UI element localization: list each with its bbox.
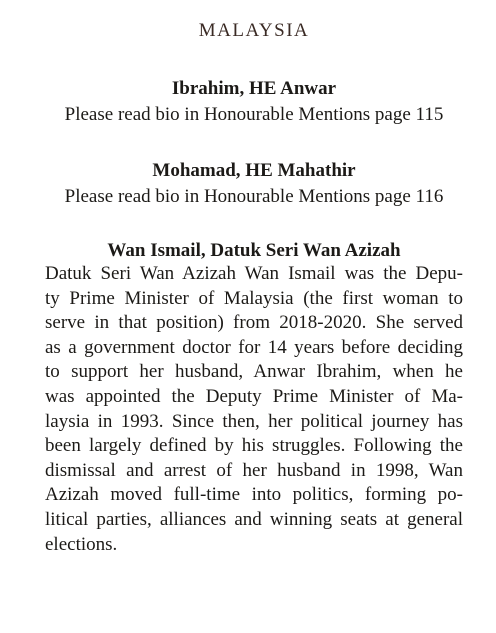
bio-line: Datuk Seri Wan Azizah Wan Ismail was the Depu- (45, 263, 463, 284)
bio-line: as a government doctor for 14 years before deciding (45, 336, 463, 358)
bio-line: elections. (45, 533, 118, 555)
entry-note-mahathir: Please read bio in Honourable Mentions page 116 (64, 186, 444, 207)
bio-line: been largely defined by his struggles. Following the (45, 435, 463, 457)
entry-name-wan-azizah: Wan Ismail, Datuk Seri Wan Azizah (107, 240, 401, 261)
bio-paragraph (45, 262, 463, 557)
entry-note-anwar: Please read bio in Honourable Mentions page 115 (64, 104, 444, 125)
bio-line: was appointed the Deputy Prime Minister of Ma- (45, 385, 463, 407)
bio-line: dismissal and arrest of her husband in 1998, Wan (45, 459, 463, 481)
bio-line: Azizah moved full-time into politics, forming po- (45, 484, 463, 506)
bio-line: serve in that position) from 2018-2020. She served (45, 312, 463, 334)
entry-name-anwar: Ibrahim, HE Anwar (171, 78, 337, 99)
entry-name-mahathir: Mohamad, HE Mahathir (152, 160, 356, 181)
bio-line: ty Prime Minister of Malaysia (the first woman to (45, 287, 463, 309)
bio-line: to support her husband, Anwar Ibrahim, when he (45, 361, 463, 383)
bio-line: litical parties, alliances and winning seats at general (45, 508, 463, 530)
section-heading: MALAYSIA (198, 20, 310, 41)
bio-line: laysia in 1993. Since then, her political journey has (45, 410, 463, 432)
